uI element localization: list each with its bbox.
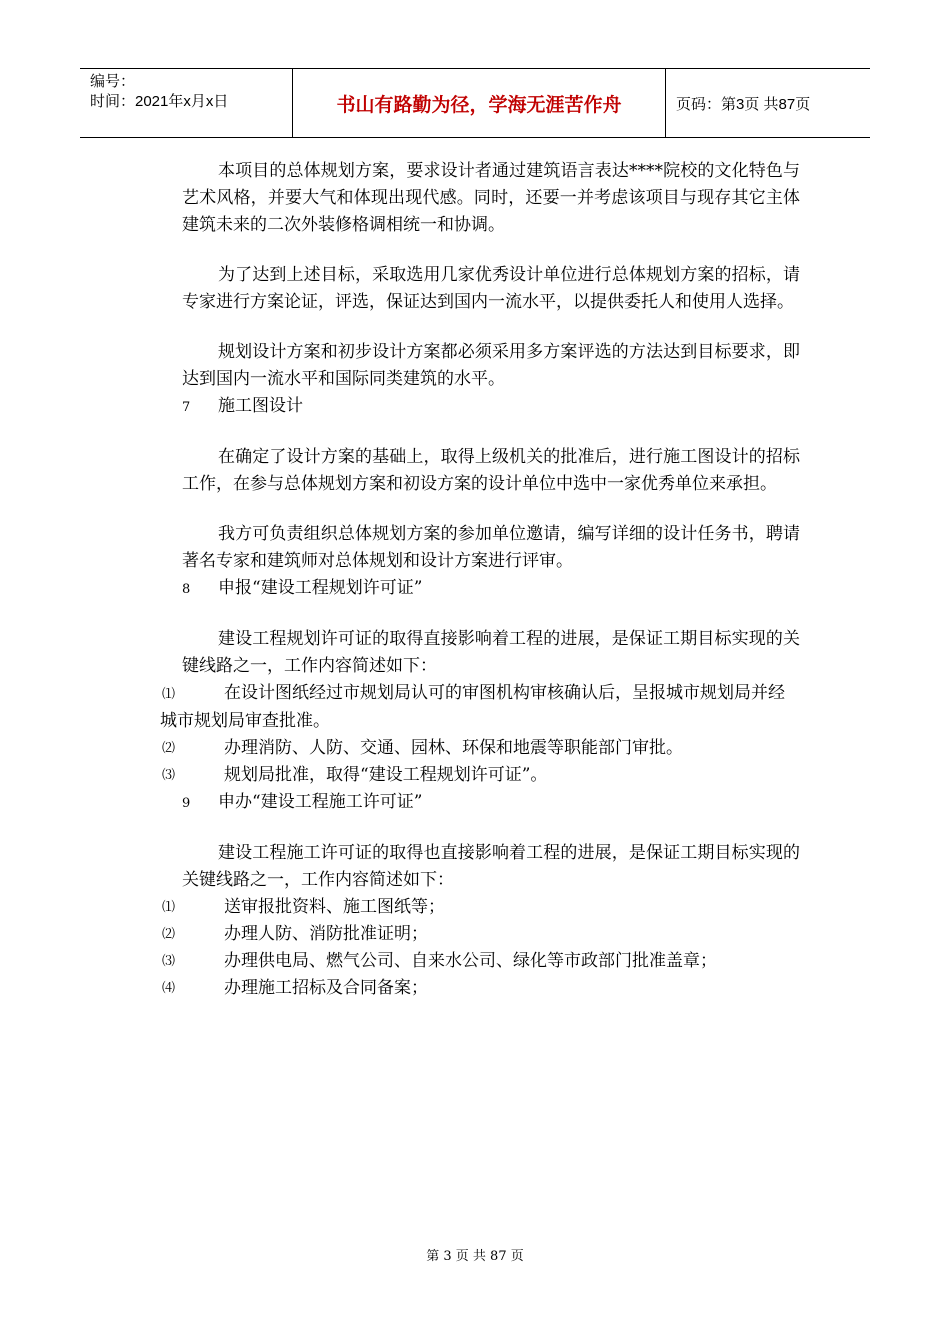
paragraph: 我方可负责组织总体规划方案的参加单位邀请，编写详细的设计任务书，聘请著名专家和建筑师对总体规划和设计方案进行评审。 [182, 524, 800, 571]
list-item-text: 送审报批资料、施工图纸等； [224, 897, 445, 917]
list-item [160, 894, 800, 921]
list-item-text: 在设计图纸经过市规划局认可的审图机构审核确认后，呈报城市规划局并经城市规划局审查批准。 [160, 683, 785, 731]
list-item [160, 735, 800, 762]
list-item-text: 办理供电局、燃气公司、自来水公司、绿化等市政部门批准盖章； [224, 951, 717, 971]
section-title: 施工图设计 [218, 396, 303, 416]
list-item [160, 921, 800, 948]
list-marker: ⑶ [162, 954, 176, 969]
list-marker: ⑵ [162, 741, 176, 756]
list-item [160, 762, 800, 789]
list-item [160, 975, 800, 1002]
header-meta [80, 69, 293, 137]
list-marker: ⑷ [162, 981, 176, 996]
section-title: 申报“建设工程规划许可证” [218, 578, 423, 598]
page-header [80, 68, 870, 138]
list-marker: ⑶ [162, 768, 176, 783]
list-item-text: 办理施工招标及合同备案； [224, 978, 428, 998]
list-marker: ⑵ [162, 927, 176, 942]
document-body [160, 158, 800, 1002]
list-item [160, 948, 800, 975]
list-item-text: 办理消防、人防、交通、园林、环保和地震等职能部门审批。 [224, 738, 683, 758]
section-number: 8 [182, 582, 191, 597]
list-item-text: 办理人防、消防批准证明； [224, 924, 428, 944]
section-title: 申办“建设工程施工许可证” [218, 792, 423, 812]
list-marker: ⑴ [162, 687, 176, 702]
section-heading-8 [182, 575, 800, 603]
list-item-text: 规划局批准，取得“建设工程规划许可证”。 [224, 765, 548, 785]
section-number: 7 [182, 400, 191, 415]
list-item [160, 680, 800, 735]
paragraph: 在确定了设计方案的基础上，取得上级机关的批准后，进行施工图设计的招标工作，在参与总体规划方案和初设方案的设计单位中选中一家优秀单位来承担。 [182, 447, 800, 494]
code-label: 编号： [90, 73, 136, 90]
paragraph: 本项目的总体规划方案，要求设计者通过建筑语言表达****院校的文化特色与艺术风格，并要大气和体现出现代感。同时，还要一并考虑该项目与现存其它主体建筑未来的二次外装修格调相统一和协调。 [182, 161, 800, 235]
header-motto: 书山有路勤为径，学海无涯苦作舟 [293, 69, 666, 137]
section-number: 9 [182, 796, 191, 811]
paragraph: 建设工程施工许可证的取得也直接影响着工程的进展，是保证工期目标实现的关键线路之一，工作内容简述如下： [182, 843, 800, 890]
paragraph: 规划设计方案和初步设计方案都必须采用多方案评选的方法达到目标要求，即达到国内一流水平和国际同类建筑的水平。 [182, 342, 800, 389]
paragraph: 建设工程规划许可证的取得直接影响着工程的进展，是保证工期目标实现的关键线路之一，工作内容简述如下： [182, 629, 800, 676]
header-page-info: 页码：第3页 共87页 [676, 95, 811, 113]
page-footer: 第 3 页 共 87 页 [426, 1249, 524, 1264]
date-line: 时间：2021年x月x日 [90, 93, 229, 110]
section-heading-7 [182, 393, 800, 421]
paragraph: 为了达到上述目标，采取选用几家优秀设计单位进行总体规划方案的招标，请专家进行方案论证，评选，保证达到国内一流水平，以提供委托人和使用人选择。 [182, 265, 800, 312]
list-marker: ⑴ [162, 900, 176, 915]
section-heading-9 [182, 789, 800, 817]
